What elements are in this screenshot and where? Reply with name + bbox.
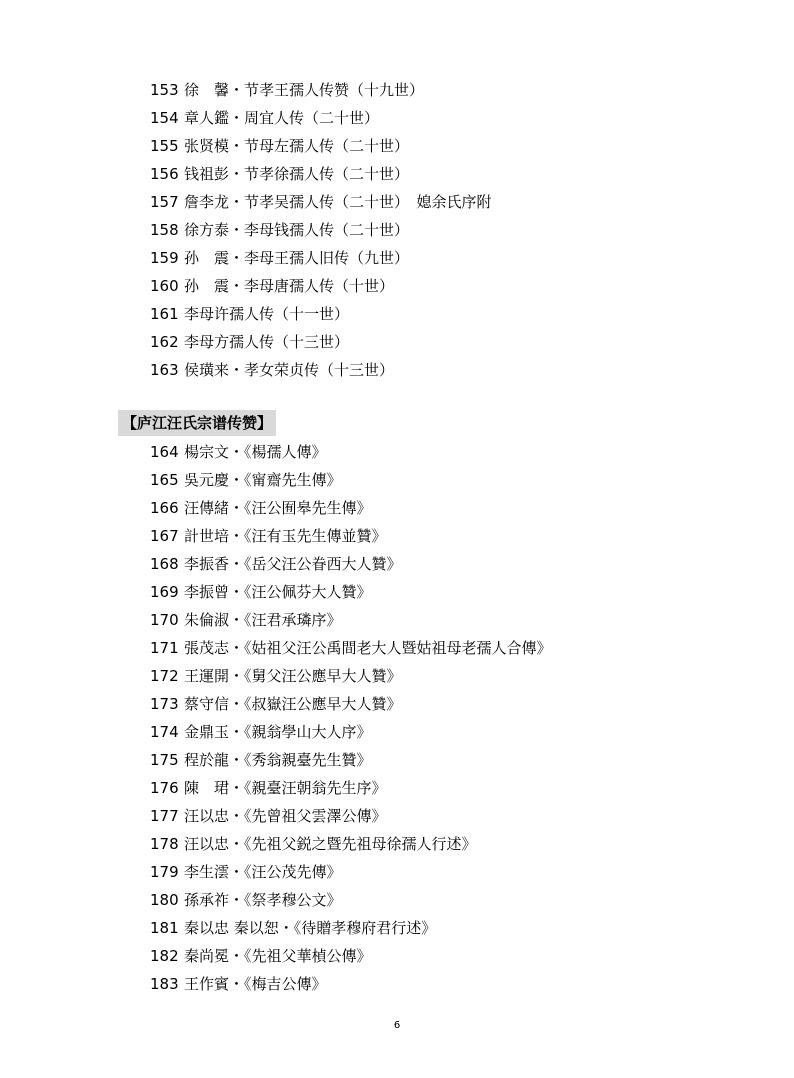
entry-text: 侯璜来・孝女荣贞传（十三世） — [184, 361, 395, 379]
entry-number: 170 — [150, 611, 179, 629]
entry-text: 王運開・《舅父汪公應早大人贊》 — [184, 667, 402, 685]
list-item — [150, 104, 770, 132]
entry-number: 169 — [150, 583, 179, 601]
entry-number: 181 — [150, 919, 179, 937]
entry-text: 程於龍・《秀翁親臺先生贊》 — [184, 751, 372, 769]
list-item — [150, 328, 770, 356]
entry-number: 165 — [150, 471, 179, 489]
list-item — [150, 466, 770, 494]
entry-text: 钱祖彭・节孝徐孺人传（二十世） — [184, 165, 410, 183]
list-item — [150, 886, 770, 914]
list-item — [150, 522, 770, 550]
list-item — [150, 160, 770, 188]
entry-text: 計世培・《汪有玉先生傳並贊》 — [184, 527, 387, 545]
list-item — [150, 550, 770, 578]
entry-text: 汪傳緒・《汪公囿皋先生傳》 — [184, 499, 372, 517]
entry-number: 173 — [150, 695, 179, 713]
entry-number: 183 — [150, 975, 179, 993]
entry-list-wang-genealogy — [150, 438, 770, 998]
list-item — [150, 746, 770, 774]
entry-list-biographies — [150, 76, 770, 384]
entry-text: 秦以忠 秦以恕・《待贈孝穆府君行述》 — [184, 919, 437, 937]
list-item — [150, 132, 770, 160]
entry-number: 171 — [150, 639, 179, 657]
entry-text: 徐 馨・节孝王孺人传赞（十九世） — [184, 81, 425, 99]
entry-number: 156 — [150, 165, 179, 183]
list-item — [150, 718, 770, 746]
entry-text: 王作賓・《梅吉公傳》 — [184, 975, 327, 993]
entry-text: 陳 珺・《親臺汪朝翁先生序》 — [184, 779, 387, 797]
entry-text: 孙 震・李母唐孺人传（十世） — [184, 277, 395, 295]
entry-text: 李生澐・《汪公茂先傳》 — [184, 863, 342, 881]
page-number: 6 — [393, 1020, 401, 1031]
list-item — [150, 690, 770, 718]
entry-number: 158 — [150, 221, 179, 239]
entry-text: 朱倫淑・《汪君承璘序》 — [184, 611, 342, 629]
entry-text: 詹李龙・节孝吴孺人传（二十世） 媳余氏序附 — [184, 193, 492, 211]
entry-text: 张贤模・节母左孺人传（二十世） — [184, 137, 410, 155]
list-item — [150, 494, 770, 522]
list-item — [150, 970, 770, 998]
entry-number: 166 — [150, 499, 179, 517]
list-item — [150, 76, 770, 104]
entry-text: 楊宗文・《楊孺人傳》 — [184, 443, 327, 461]
list-item — [150, 272, 770, 300]
entry-number: 175 — [150, 751, 179, 769]
entry-text: 李母方孺人传（十三世） — [184, 333, 350, 351]
entry-number: 176 — [150, 779, 179, 797]
list-item — [150, 942, 770, 970]
section-heading: 【庐江汪氏宗谱传赞】 — [118, 410, 276, 436]
list-item — [150, 356, 770, 384]
entry-number: 174 — [150, 723, 179, 741]
list-item — [150, 216, 770, 244]
entry-number: 167 — [150, 527, 179, 545]
list-item — [150, 578, 770, 606]
entry-text: 李振曾・《汪公佩芬大人贊》 — [184, 583, 372, 601]
list-item — [150, 244, 770, 272]
entry-text: 張茂志・《姑祖父汪公禹間老大人暨姑祖母老孺人合傳》 — [184, 639, 552, 657]
entry-text: 吳元慶・《甯齋先生傳》 — [184, 471, 342, 489]
entry-text: 章人鑑・周宜人传（二十世） — [184, 109, 380, 127]
entry-number: 177 — [150, 807, 179, 825]
entry-number: 154 — [150, 109, 179, 127]
entry-number: 155 — [150, 137, 179, 155]
entry-number: 160 — [150, 277, 179, 295]
entry-text: 孫承祚・《祭孝穆公文》 — [184, 891, 342, 909]
entry-number: 153 — [150, 81, 179, 99]
entry-text: 汪以忠・《先祖父鋭之暨先祖母徐孺人行述》 — [184, 835, 477, 853]
list-item — [150, 662, 770, 690]
entry-number: 162 — [150, 333, 179, 351]
list-item — [150, 802, 770, 830]
entry-text: 汪以忠・《先曾祖父雲澤公傳》 — [184, 807, 387, 825]
entry-text: 李母许孺人传（十一世） — [184, 305, 350, 323]
entry-text: 李振香・《岳父汪公眷西大人贊》 — [184, 555, 402, 573]
entry-number: 182 — [150, 947, 179, 965]
entry-number: 157 — [150, 193, 179, 211]
list-item — [150, 634, 770, 662]
list-item — [150, 438, 770, 466]
entry-number: 180 — [150, 891, 179, 909]
list-item — [150, 858, 770, 886]
entry-number: 168 — [150, 555, 179, 573]
list-item — [150, 914, 770, 942]
entry-number: 164 — [150, 443, 179, 461]
entry-number: 159 — [150, 249, 179, 267]
entry-number: 179 — [150, 863, 179, 881]
entry-number: 178 — [150, 835, 179, 853]
list-item — [150, 606, 770, 634]
entry-text: 徐方泰・李母钱孺人传（二十世） — [184, 221, 410, 239]
entry-number: 163 — [150, 361, 179, 379]
list-item — [150, 774, 770, 802]
list-item — [150, 300, 770, 328]
entry-text: 金鼎玉・《親翁學山大人序》 — [184, 723, 372, 741]
entry-number: 161 — [150, 305, 179, 323]
list-item — [150, 830, 770, 858]
entry-text: 孙 震・李母王孺人旧传（九世） — [184, 249, 410, 267]
list-item — [150, 188, 770, 216]
entry-text: 秦尚冕・《先祖父華楨公傳》 — [184, 947, 372, 965]
entry-number: 172 — [150, 667, 179, 685]
entry-text: 蔡守信・《叔嶽汪公應早大人贊》 — [184, 695, 402, 713]
